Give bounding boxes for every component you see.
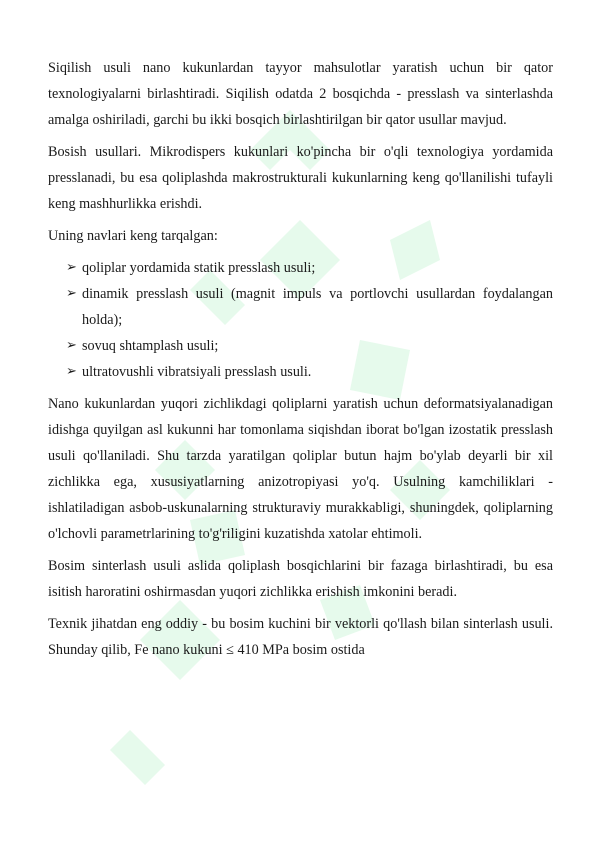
list-item bbox=[48, 333, 553, 359]
list-item-text: ultratovushli vibratsiyali presslash usuli. bbox=[82, 364, 312, 380]
paragraph-5: Bosim sinterlash usuli aslida qoliplash bosqichlarini bir fazaga birlashtiradi, bu esa isitish haroratini oshirmasdan yuqori zichlikka erishish imkonini beradi. bbox=[48, 558, 553, 600]
arrow-bullet-icon: ➢ bbox=[66, 260, 77, 275]
paragraph-2: Bosish usullari. Mikrodispers kukunlari ko'pincha bir o'qli texnologiya yordamida presslanadi, bu esa qoliplashda makrostrukturali kukunlarning keng qo'llanilishi tufayli keng mashhurlikka erishdi. bbox=[48, 144, 553, 212]
list-item-text: sovuq shtamplash usuli; bbox=[82, 338, 219, 354]
arrow-bullet-icon: ➢ bbox=[66, 286, 77, 301]
arrow-bullet-icon: ➢ bbox=[66, 338, 77, 353]
paragraph-3: Uning navlari keng tarqalgan: bbox=[48, 228, 218, 244]
paragraph-1: Siqilish usuli nano kukunlardan tayyor mahsulotlar yaratish uchun bir qator texnologiyalarni birlashtiradi. Siqilish odatda 2 bosqichda - presslash va sinterlashda amalga oshiriladi, garchi bu ikki bosqich birlashtirilgan bir qator usullar mavjud. bbox=[48, 60, 553, 128]
paragraph-4: Nano kukunlardan yuqori zichlikdagi qoliplarni yaratish uchun deformatsiyalanadigan idishga quyilgan asl kukunni har tomonlama siqishdan iborat bo'lgan izostatik presslash usuli qo'llaniladi. Shu tarzda yaratilgan qoliplar butun hajm bo'ylab deyarli bir xil zichlikka ega, xususiyatlarning anizotropiyasi yo'q. Usulning kamchiliklari - ishlatiladigan asbob-uskunalarning strukturaviy murakkabligi, shuningdek, qoliplarning o'lchovli parametrlarining to'g'riligini kuzatishda xatolar ehtimoli. bbox=[48, 396, 553, 542]
list-item bbox=[48, 255, 553, 281]
arrow-bullet-icon: ➢ bbox=[66, 364, 77, 379]
list-item bbox=[48, 281, 553, 333]
document-body bbox=[48, 55, 553, 669]
list-item-text: qoliplar yordamida statik presslash usuli; bbox=[82, 260, 316, 276]
list-item bbox=[48, 359, 553, 385]
list-item-text: dinamik presslash usuli (magnit impuls va portlovchi usullardan foydalangan holda); bbox=[82, 286, 553, 328]
bullet-list bbox=[48, 255, 553, 385]
paragraph-6: Texnik jihatdan eng oddiy - bu bosim kuchini bir vektorli qo'llash bilan sinterlash usuli. Shunday qilib, Fe nano kukuni ≤ 410 MPa bosim ostida bbox=[48, 616, 553, 658]
